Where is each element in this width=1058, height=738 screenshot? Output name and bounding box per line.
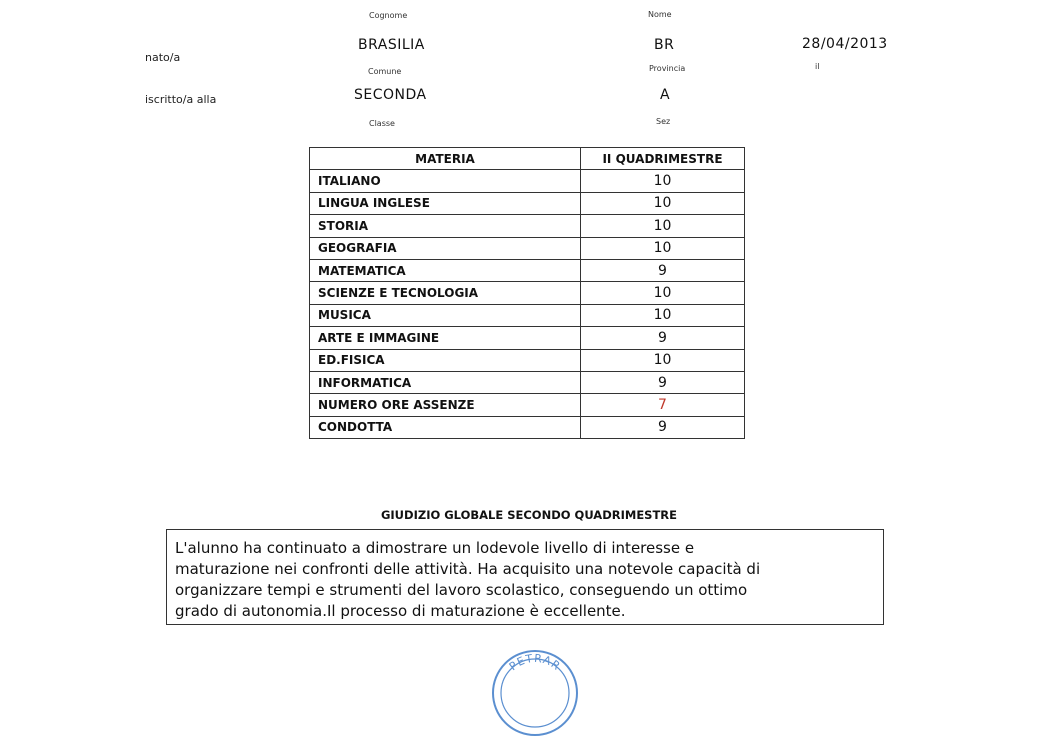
table-row xyxy=(310,394,745,416)
table-row xyxy=(310,282,745,304)
grade-cell: 9 xyxy=(581,416,745,438)
absence-hours-cell: 7 xyxy=(581,394,745,416)
nato-label: nato/a xyxy=(145,51,181,64)
grade-cell: 10 xyxy=(581,237,745,259)
table-row xyxy=(310,170,745,192)
table-row xyxy=(310,416,745,438)
cognome-label: Cognome xyxy=(369,11,408,20)
comune-label: Comune xyxy=(368,67,402,76)
subject-cell: SCIENZE E TECNOLOGIA xyxy=(310,282,581,304)
judgment-title: GIUDIZIO GLOBALE SECONDO QUADRIMESTRE xyxy=(380,508,678,522)
subject-cell: INFORMATICA xyxy=(310,371,581,393)
comune-value: BRASILIA xyxy=(358,37,425,53)
subject-cell: MUSICA xyxy=(310,304,581,326)
grades-table xyxy=(309,147,745,439)
subject-cell: ARTE E IMMAGINE xyxy=(310,327,581,349)
table-header-row xyxy=(310,148,745,170)
sezione-value: A xyxy=(660,87,671,103)
subject-cell: LINGUA INGLESE xyxy=(310,192,581,214)
grade-cell: 10 xyxy=(581,192,745,214)
iscritto-label: iscritto/a alla xyxy=(145,93,217,106)
table-row xyxy=(310,215,745,237)
stamp-text: PETRAR xyxy=(506,651,564,674)
grade-cell: 10 xyxy=(581,215,745,237)
judgment-line: maturazione nei confronti delle attività. Ha acquisito una notevole capacità di xyxy=(175,560,761,578)
grade-cell: 10 xyxy=(581,170,745,192)
subject-cell: STORIA xyxy=(310,215,581,237)
grade-cell: 10 xyxy=(581,282,745,304)
grade-cell: 9 xyxy=(581,371,745,393)
grade-cell: 9 xyxy=(581,259,745,281)
subject-cell: ED.FISICA xyxy=(310,349,581,371)
table-row xyxy=(310,349,745,371)
judgment-line: grado di autonomia.Il processo di maturazione è eccellente. xyxy=(175,602,626,620)
birth-date-value: 28/04/2013 xyxy=(802,36,888,52)
school-stamp xyxy=(490,648,580,738)
header-materia: MATERIA xyxy=(310,148,581,170)
subject-cell: GEOGRAFIA xyxy=(310,237,581,259)
table-row xyxy=(310,327,745,349)
judgment-line: L'alunno ha continuato a dimostrare un lodevole livello di interesse e xyxy=(175,539,695,557)
provincia-label: Provincia xyxy=(649,64,686,73)
subject-cell: CONDOTTA xyxy=(310,416,581,438)
il-label: il xyxy=(815,62,820,71)
subject-cell: MATEMATICA xyxy=(310,259,581,281)
provincia-value: BR xyxy=(654,37,675,53)
grade-cell: 10 xyxy=(581,349,745,371)
subject-cell: NUMERO ORE ASSENZE xyxy=(310,394,581,416)
table-row xyxy=(310,371,745,393)
sez-label: Sez xyxy=(656,117,671,126)
table-row xyxy=(310,237,745,259)
table-row xyxy=(310,259,745,281)
header-quadrimestre: II QUADRIMESTRE xyxy=(581,148,745,170)
judgment-box xyxy=(166,529,884,625)
classe-label: Classe xyxy=(369,119,395,128)
grade-cell: 10 xyxy=(581,304,745,326)
table-row xyxy=(310,192,745,214)
subject-cell: ITALIANO xyxy=(310,170,581,192)
judgment-line: organizzare tempi e strumenti del lavoro scolastico, conseguendo un ottimo xyxy=(175,581,748,599)
table-row xyxy=(310,304,745,326)
nome-label: Nome xyxy=(648,10,672,19)
classe-value: SECONDA xyxy=(354,87,427,103)
grade-cell: 9 xyxy=(581,327,745,349)
